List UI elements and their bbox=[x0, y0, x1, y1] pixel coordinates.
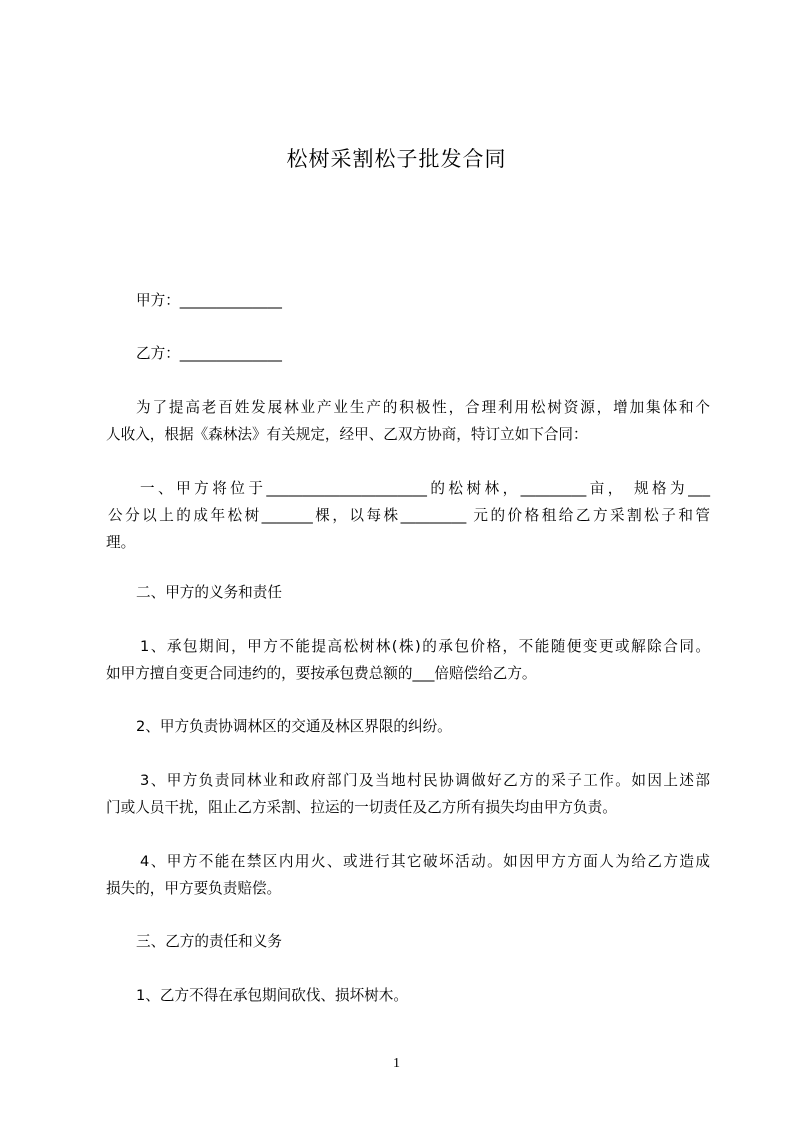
section-2-heading: 二、甲方的义务和责任 bbox=[136, 584, 282, 601]
preamble-line-1: 为了提高老百姓发展林业产业生产的积极性，合理利用松树资源，增加集体和个 bbox=[136, 399, 710, 416]
party-a-line: 甲方：______________ bbox=[136, 292, 282, 309]
page-number: 1 bbox=[393, 1056, 400, 1071]
section-3-heading: 三、乙方的责任和义务 bbox=[136, 933, 282, 950]
document-title: 松树采割松子批发合同 bbox=[286, 147, 507, 171]
section-2-item-1-line-1: 1、承包期间，甲方不能提高松树林(株)的承包价格，不能随便变更或解除合同。 bbox=[140, 638, 710, 655]
clause-1-line-1: 一、甲方将位于______________________的松树林，_________亩， 规格为___ bbox=[140, 480, 710, 497]
section-2-item-4-line-2: 损失的，甲方要负责赔偿。 bbox=[106, 880, 282, 897]
section-2-item-4-line-1: 4、甲方不能在禁区内用火、或进行其它破坏活动。如因甲方方面人为给乙方造成 bbox=[140, 853, 710, 870]
party-b-line: 乙方：______________ bbox=[136, 345, 282, 362]
clause-1-line-2: 公分以上的成年松树_______棵，以每株_________ 元的价格租给乙方采割松子和管 bbox=[108, 507, 710, 524]
section-3-item-1: 1、乙方不得在承包期间砍伐、损坏树木。 bbox=[136, 987, 408, 1004]
clause-1-line-3: 理。 bbox=[106, 534, 136, 551]
section-2-item-3-line-1: 3、甲方负责同林业和政府部门及当地村民协调做好乙方的采子工作。如因上述部 bbox=[140, 772, 710, 789]
section-2-item-1-line-2: 如甲方擅自变更合同违约的，要按承包费总额的___倍赔偿给乙方。 bbox=[106, 665, 537, 682]
section-2-item-2: 2、甲方负责协调林区的交通及林区界限的纠纷。 bbox=[136, 718, 452, 735]
preamble-line-2: 人收入，根据《森林法》有关规定，经甲、乙双方协商，特订立如下合同： bbox=[106, 426, 588, 443]
section-2-item-3-line-2: 门或人员干扰，阻止乙方采割、拉运的一切责任及乙方所有损失均由甲方负责。 bbox=[106, 799, 617, 816]
